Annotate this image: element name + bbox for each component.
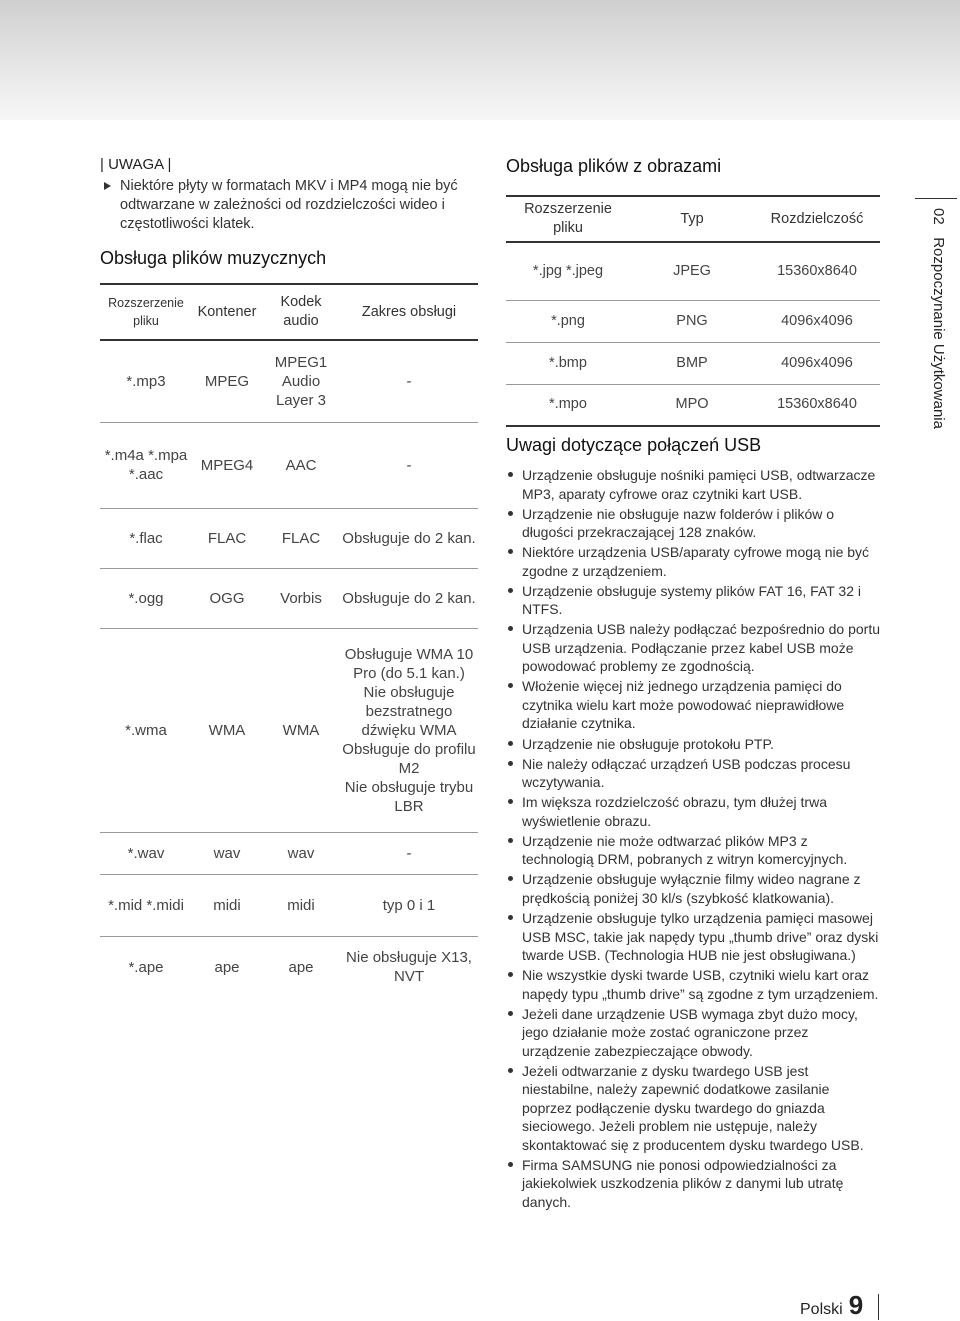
list-item: Włożenie więcej niż jednego urządzenia pamięci do czytnika wielu kart może powodować nieprawidłowe działanie czytnika. bbox=[506, 677, 880, 733]
music-table bbox=[100, 283, 478, 998]
support-line: Obsługuje do profilu M2 bbox=[342, 740, 476, 777]
support-line: Nie obsługuje trybu LBR bbox=[344, 778, 474, 815]
table-row bbox=[100, 628, 478, 832]
image-header-type: Typ bbox=[680, 210, 704, 227]
cell-extension: *.m4a *.mpa *.aac bbox=[104, 447, 188, 483]
table-row bbox=[506, 242, 880, 300]
cell-support bbox=[340, 628, 478, 832]
cell-container: ape bbox=[214, 958, 240, 976]
cell-support: Obsługuje do 2 kan. bbox=[342, 589, 476, 607]
cell-container: WMA bbox=[208, 721, 246, 739]
cell-support: - bbox=[406, 844, 412, 862]
left-column bbox=[100, 156, 478, 998]
side-tab-divider bbox=[915, 198, 957, 199]
note-title: | UWAGA | bbox=[100, 156, 172, 173]
cell-support: - bbox=[406, 456, 412, 474]
table-row bbox=[100, 508, 478, 568]
cell-container: midi bbox=[213, 896, 241, 914]
cell-codec: midi bbox=[287, 896, 315, 914]
table-row bbox=[100, 874, 478, 936]
music-header-support: Zakres obsługi bbox=[361, 303, 457, 320]
cell-extension: *.bmp bbox=[549, 354, 587, 371]
cell-resolution: 4096x4096 bbox=[781, 354, 853, 371]
cell-codec: FLAC bbox=[281, 529, 321, 547]
side-tab-label: Rozpoczynanie Użytkowania bbox=[930, 237, 947, 429]
cell-support: Obsługuje do 2 kan. bbox=[342, 529, 476, 547]
cell-codec: WMA bbox=[282, 721, 320, 739]
cell-container: MPEG bbox=[204, 372, 250, 390]
table-row bbox=[506, 342, 880, 384]
cell-type: BMP bbox=[676, 354, 708, 371]
page-header-band bbox=[0, 0, 960, 120]
table-row bbox=[100, 422, 478, 508]
cell-type: PNG bbox=[676, 312, 708, 329]
list-item: Urządzenie nie obsługuje protokołu PTP. bbox=[506, 735, 880, 754]
list-item: Urządzenie nie obsługuje nazw folderów i plików o długości przekraczającej 128 znaków. bbox=[506, 505, 880, 542]
note-item: Niektóre płyty w formatach MKV i MP4 mogą nie być odtwarzane w zależności od rozdzielczości wideo i częstotliwości klatek. bbox=[100, 177, 478, 234]
cell-type: JPEG bbox=[673, 262, 711, 279]
support-line: Obsługuje WMA 10 Pro (do 5.1 kan.) bbox=[344, 645, 474, 682]
cell-extension: *.wav bbox=[127, 844, 165, 862]
list-item: Niektóre urządzenia USB/aparaty cyfrowe mogą nie być zgodne z urządzeniem. bbox=[506, 543, 880, 580]
list-item: Urządzenie obsługuje tylko urządzenia pamięci masowej USB MSC, takie jak napędy typu „thumb drive” oraz dyski twarde USB. (Technologia HUB nie jest obsługiwana.) bbox=[506, 909, 880, 965]
table-row bbox=[100, 568, 478, 628]
page-number: 9 bbox=[848, 1290, 864, 1320]
cell-extension: *.png bbox=[551, 312, 585, 329]
list-item: Jeżeli odtwarzanie z dysku twardego USB jest niestabilne, należy zapewnić dodatkowe zasilanie poprzez podłączenie dysku twardego do gniazda sieciowego. Jeżeli problem nie ustępuje, należy skontaktować się z producentem dysku twardego USB. bbox=[506, 1062, 880, 1155]
list-item: Urządzenie nie może odtwarzać plików MP3 z technologią DRM, pobranych z witryn komercyjnych. bbox=[506, 832, 880, 869]
list-item: Urządzenie obsługuje systemy plików FAT 16, FAT 32 i NTFS. bbox=[506, 582, 880, 619]
cell-extension: *.jpg *.jpeg bbox=[532, 262, 604, 279]
table-row bbox=[100, 936, 478, 998]
usb-notes-list bbox=[506, 466, 880, 1211]
cell-extension: *.flac bbox=[129, 529, 163, 547]
cell-extension: *.mp3 bbox=[126, 372, 166, 390]
list-item: Urządzenia USB należy podłączać bezpośrednio do portu USB urządzenia. Podłączanie przez kabel USB może powodować problemy ze zgodnością. bbox=[506, 620, 880, 676]
list-item: Urządzenie obsługuje nośniki pamięci USB, odtwarzacze MP3, aparaty cyfrowe oraz czytniki kart USB. bbox=[506, 466, 880, 503]
cell-codec: Vorbis bbox=[280, 589, 322, 607]
table-row bbox=[506, 384, 880, 426]
music-section-title: Obsługa plików muzycznych bbox=[100, 248, 327, 268]
cell-resolution: 15360x8640 bbox=[777, 262, 857, 279]
side-tab bbox=[925, 208, 957, 458]
image-table bbox=[506, 195, 880, 427]
music-header-container: Kontener bbox=[197, 303, 257, 320]
cell-support: Nie obsługuje X13, NVT bbox=[346, 949, 472, 986]
cell-container: wav bbox=[213, 844, 241, 862]
cell-container: OGG bbox=[209, 589, 245, 607]
usb-section-title: Uwagi dotyczące połączeń USB bbox=[506, 435, 762, 455]
footer-divider bbox=[878, 1294, 879, 1320]
table-row bbox=[100, 832, 478, 874]
cell-resolution: 4096x4096 bbox=[781, 312, 853, 329]
list-item: Nie należy odłączać urządzeń USB podczas procesu wczytywania. bbox=[506, 755, 880, 792]
support-line: Nie obsługuje bezstratnego dźwięku WMA bbox=[361, 683, 457, 739]
cell-support: typ 0 i 1 bbox=[382, 896, 436, 914]
music-table-header bbox=[100, 284, 478, 340]
cell-codec: ape bbox=[288, 958, 314, 976]
cell-codec: wav bbox=[287, 844, 315, 862]
list-item: Urządzenie obsługuje wyłącznie filmy wideo nagrane z prędkością poniżej 30 kl/s (szybkość klatkowania). bbox=[506, 870, 880, 907]
cell-resolution: 15360x8640 bbox=[777, 396, 857, 413]
list-item: Nie wszystkie dyski twarde USB, czytniki wielu kart oraz napędy typu „thumb drive” są zgodne z tym urządzeniem. bbox=[506, 966, 880, 1003]
side-tab-text bbox=[930, 208, 947, 429]
music-header-extension: Rozszerzenie pliku bbox=[108, 296, 184, 328]
list-item: Firma SAMSUNG nie ponosi odpowiedzialności za jakiekolwiek uszkodzenia plików z danymi lub utratę danych. bbox=[506, 1156, 880, 1212]
side-tab-number: 02 bbox=[930, 208, 947, 225]
cell-type: MPO bbox=[675, 396, 709, 413]
cell-container: FLAC bbox=[207, 529, 247, 547]
list-item: Im większa rozdzielczość obrazu, tym dłużej trwa wyświetlenie obrazu. bbox=[506, 793, 880, 830]
table-row bbox=[506, 300, 880, 342]
image-header-extension: Rozszerzenie pliku bbox=[524, 201, 612, 236]
cell-container: MPEG4 bbox=[200, 456, 254, 474]
cell-codec: AAC bbox=[285, 456, 317, 474]
cell-extension: *.ogg bbox=[128, 589, 164, 607]
table-row bbox=[100, 340, 478, 422]
cell-extension: *.mpo bbox=[549, 396, 587, 413]
list-item: Jeżeli dane urządzenie USB wymaga zbyt dużo mocy, jego działanie może zostać ograniczone przez urządzenie zabezpieczające obwody. bbox=[506, 1005, 880, 1061]
music-header-codec: Kodek audio bbox=[280, 294, 322, 329]
image-table-header bbox=[506, 196, 880, 242]
cell-extension: *.mid *.midi bbox=[108, 896, 184, 914]
image-header-resolution: Rozdzielczość bbox=[770, 210, 864, 227]
footer-language: Polski bbox=[800, 1301, 843, 1318]
page-footer bbox=[800, 1290, 863, 1321]
cell-extension: *.wma bbox=[125, 721, 167, 739]
image-section-title: Obsługa plików z obrazami bbox=[506, 156, 722, 176]
cell-extension: *.ape bbox=[128, 958, 164, 976]
cell-codec: MPEG1 Audio Layer 3 bbox=[274, 353, 328, 409]
cell-support: - bbox=[406, 372, 412, 390]
right-column bbox=[506, 156, 880, 1213]
